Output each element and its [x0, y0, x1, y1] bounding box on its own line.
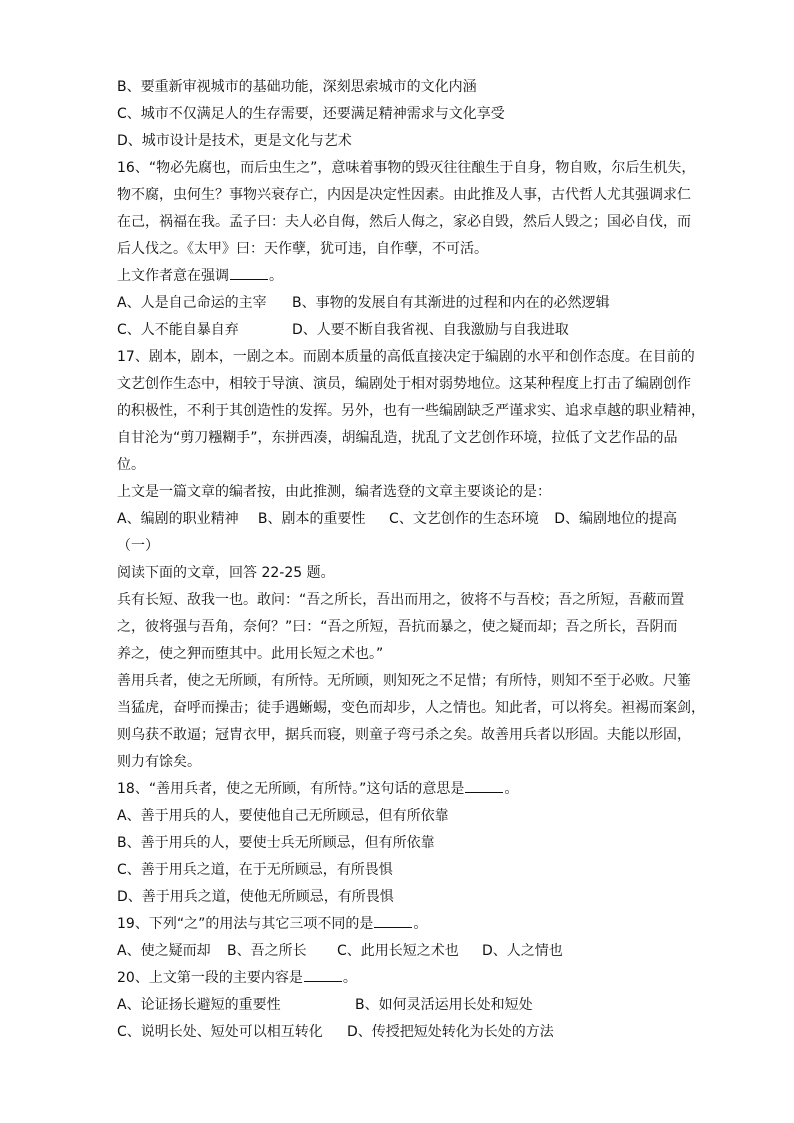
- answer-blank: [230, 264, 268, 280]
- q16-option-d: D、人要不断自我省视、自我激励与自我进取: [292, 322, 569, 338]
- q17-passage-line: 的积极性，不利于其创造性的发挥。另外，也有一些编剧缺乏严谨求实、追求卓越的职业精神，: [117, 403, 705, 419]
- article-para2-line: 当猛虎，奋呼而操击；徒手遇蜥蜴，变色而却步，人之情也。知此者，可以将矣。袒裼而案剑，: [117, 700, 705, 716]
- q16-question: [117, 263, 677, 290]
- q17-options-row: [117, 506, 677, 533]
- q17-passage-line: 位。: [117, 457, 145, 473]
- section-instruction: 阅读下面的文章，回答 22-25 题。: [117, 565, 335, 581]
- article-para1-line: 之，彼将强与吾角，奈何？”曰：“吾之所短，吾抗而暴之，使之疑而却；吾之所长，吾阴而: [117, 619, 678, 635]
- q20-question: [117, 965, 677, 992]
- q16-passage-line: 物不腐，虫何生？事物兴衰存亡，内因是决定性因素。由此推及人事，古代哲人尤其强调求仁: [117, 187, 691, 203]
- q19-option-c: C、此用长短之术也: [337, 943, 459, 959]
- q16-passage-line: 后人伐之。《太甲》曰：天作孽，犹可违，自作孽，不可活。: [117, 241, 488, 257]
- q17-question: 上文是一篇文章的编者按，由此推测，编者选登的文章主要谈论的是：: [117, 484, 551, 500]
- q18-question-end: 。: [504, 781, 519, 797]
- q20-options-row-1: [117, 992, 677, 1019]
- q16-question-end: 。: [269, 268, 283, 284]
- q19-option-b: B、吾之所长: [227, 943, 307, 959]
- q20-option-c: C、说明长处、短处可以相互转化: [117, 1024, 323, 1040]
- q17-option-c: C、文艺创作的生态环境: [389, 511, 539, 527]
- q15-option-b: B、要重新审视城市的基础功能，深刻思索城市的文化内涵: [117, 79, 477, 95]
- q16-options-row-1: [117, 290, 677, 317]
- q18-question-text: 18、“善用兵者，使之无所顾，有所恃。”这句话的意思是: [117, 781, 465, 797]
- q18-option-c: C、善于用兵之道，在于无所顾忌，有所畏惧: [117, 862, 393, 878]
- q20-option-b: B、如何灵活运用长处和短处: [355, 997, 533, 1013]
- document-page: [117, 74, 705, 1046]
- q18-option-a: A、善于用兵的人，要使他自己无所顾忌，但有所依靠: [117, 808, 449, 824]
- q17-option-a: A、编剧的职业精神: [117, 511, 239, 527]
- q16-option-a: A、人是自己命运的主宰: [117, 295, 267, 311]
- q15-option-d: D、城市设计是技术，更是文化与艺术: [117, 133, 352, 149]
- article-para2-line: 则力有馀矣。: [117, 754, 201, 770]
- answer-blank: [374, 912, 412, 928]
- q17-option-d: D、编剧地位的提高: [554, 511, 677, 527]
- q20-question-text: 20、上文第一段的主要内容是: [117, 970, 303, 986]
- section-number: （一）: [117, 538, 159, 554]
- q20-options-row-2: [117, 1019, 677, 1046]
- q19-option-a: A、使之疑而却: [117, 943, 211, 959]
- q16-question-text: 上文作者意在强调: [117, 268, 229, 284]
- article-para2-line: 则乌获不敢逼；冠胄衣甲，据兵而寝，则童子弯弓杀之矣。故善用兵者以形固。夫能以形固，: [117, 727, 691, 743]
- answer-blank: [304, 966, 342, 982]
- q16-option-b: B、事物的发展自有其渐进的过程和内在的必然逻辑: [292, 295, 610, 311]
- article-para1-line: 兵有长短、敌我一也。敢问：“吾之所长，吾出而用之，彼将不与吾校；吾之所短，吾蔽而置: [117, 592, 685, 608]
- q19-question-text: 19、下列“之”的用法与其它三项不同的是: [117, 916, 374, 932]
- q19-question: [117, 911, 677, 938]
- q19-question-end: 。: [413, 916, 428, 932]
- q19-options-row: [117, 938, 677, 965]
- answer-blank: [465, 777, 503, 793]
- q20-option-a: A、论证扬长避短的重要性: [117, 997, 281, 1013]
- q16-passage-line: 在己，祸福在我。孟子曰：夫人必自侮，然后人侮之，家必自毁，然后人毁之；国必自伐，而: [117, 214, 691, 230]
- article-para1-line: 养之，使之狎而堕其中。此用长短之术也。”: [117, 646, 384, 662]
- q15-option-c: C、城市不仅满足人的生存需要，还要满足精神需求与文化享受: [117, 106, 505, 122]
- q18-option-d: D、善于用兵之道，使他无所顾忌，有所畏惧: [117, 889, 394, 905]
- q17-passage-line: 文艺创作生态中，相较于导演、演员，编剧处于相对弱势地位。这某种程度上打击了编剧创作: [117, 376, 691, 392]
- q17-passage-line: 自甘沦为“剪刀糨糊手”，东拼西凑，胡编乱造，扰乱了文艺创作环境，拉低了文艺作品的品: [117, 430, 678, 446]
- q17-passage-line: 17、剧本，剧本，一剧之本。而剧本质量的高低直接决定于编剧的水平和创作态度。在目前的: [117, 349, 695, 365]
- q20-question-end: 。: [342, 970, 357, 986]
- q19-option-d: D、人之情也: [482, 943, 563, 959]
- q18-question: [117, 776, 677, 803]
- q16-option-c: C、人不能自暴自弃: [117, 322, 239, 338]
- q18-option-b: B、善于用兵的人，要使士兵无所顾忌，但有所依靠: [117, 835, 435, 851]
- q16-passage-line: 16、“物必先腐也，而后虫生之”，意味着事物的毁灭往往酿生于自身，物自败，尔后生机失，: [117, 160, 696, 176]
- q20-option-d: D、传授把短处转化为长处的方法: [347, 1024, 554, 1040]
- q17-option-b: B、剧本的重要性: [257, 511, 366, 527]
- article-para2-line: 善用兵者，使之无所顾，有所恃。无所顾，则知死之不足惜；有所恃，则知不至于必败。尺箠: [117, 673, 691, 689]
- q16-options-row-2: [117, 317, 677, 344]
